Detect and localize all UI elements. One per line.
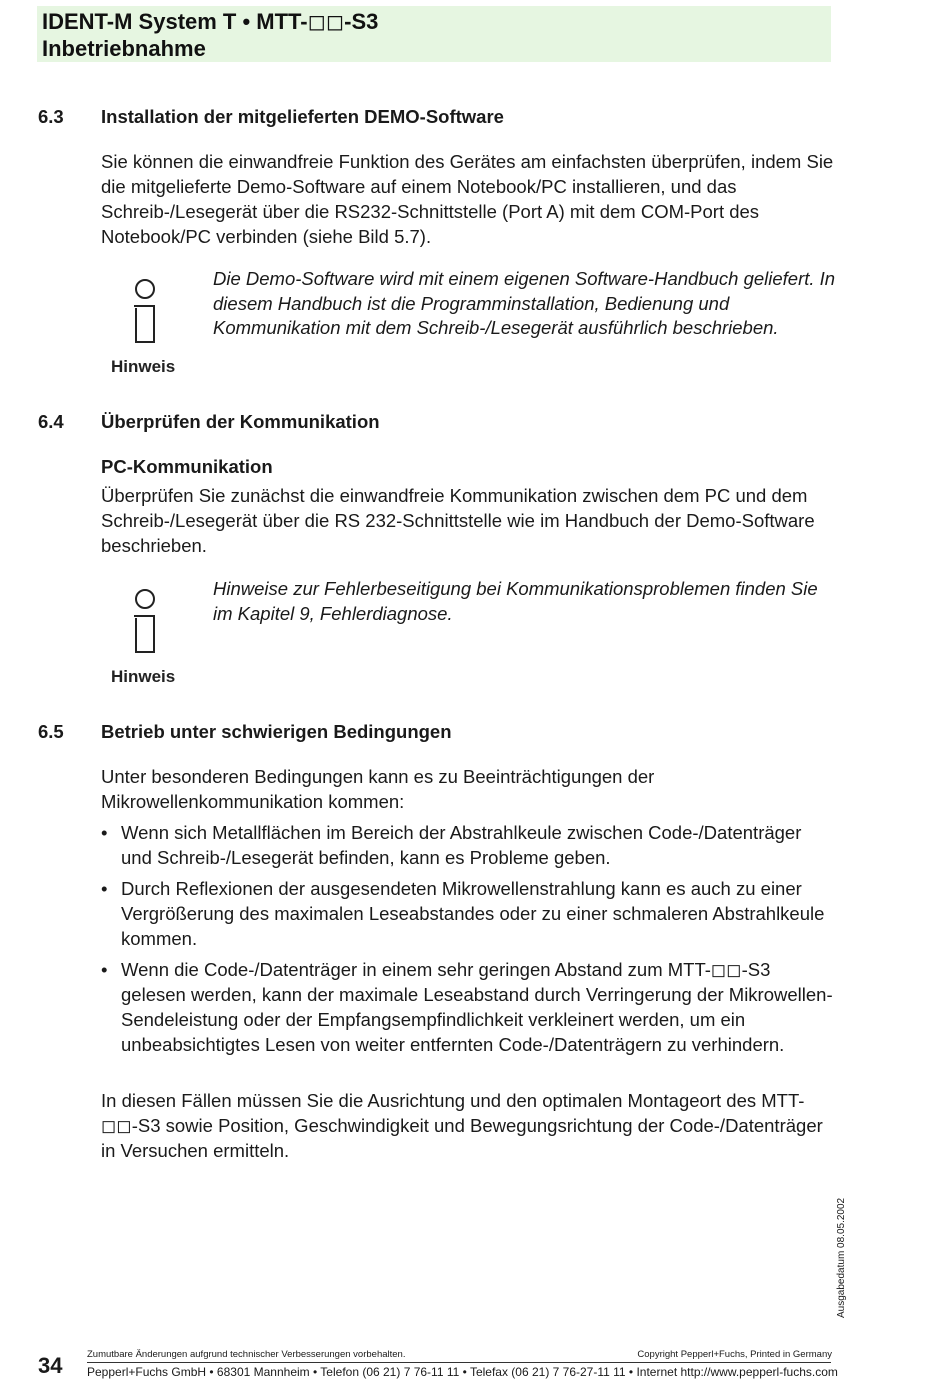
section-6-3-title: Installation der mitgelieferten DEMO-Software — [101, 106, 504, 127]
footer-disclaimer: Zumutbare Änderungen aufgrund technischer Verbesserungen vorbehalten. — [87, 1349, 406, 1360]
list-item — [101, 876, 836, 951]
section-6-4-number: 6.4 — [38, 411, 64, 432]
section-6-4-note: Hinweise zur Fehlerbeseitigung bei Kommunikationsproblemen finden Sie im Kapitel 9, Fehlerdiagnose. — [213, 578, 818, 624]
list-item-text: Wenn sich Metallflächen im Bereich der Abstrahlkeule zwischen Code-/Datenträger und Schreib-/Lesegerät befinden, kann es Probleme geben. — [121, 822, 802, 868]
info-icon — [128, 278, 162, 344]
section-6-4-subtitle: PC-Kommunikation — [101, 456, 273, 477]
list-item — [101, 820, 836, 870]
header-title: IDENT-M System T • MTT-◻◻-S3 — [42, 9, 379, 34]
footer-divider — [87, 1362, 831, 1363]
section-6-3-number: 6.3 — [38, 106, 64, 127]
section-6-4-paragraph: Überprüfen Sie zunächst die einwandfreie Kommunikation zwischen dem PC und dem Schreib-/Lesegerät über die RS 232-Schnittstelle wie im Handbuch der Demo-Software beschrieben. — [101, 485, 815, 556]
bullet-marker: • — [101, 822, 108, 843]
issue-date: Ausgabedatum 08.05.2002 — [836, 1197, 847, 1318]
footer-copyright: Copyright Pepperl+Fuchs, Printed in Germany — [637, 1349, 832, 1360]
hinweis-label: Hinweis — [111, 667, 176, 686]
header-subtitle: Inbetriebnahme — [42, 36, 206, 61]
section-6-5-number: 6.5 — [38, 721, 64, 742]
bullet-marker: • — [101, 878, 108, 899]
list-item-text: Durch Reflexionen der ausgesendeten Mikrowellenstrahlung kann es auch zu einer Vergrößerung des maximalen Leseabstandes oder zu einer schmaleren Abstrahlkeule kommen. — [121, 878, 825, 949]
bullet-list — [101, 820, 836, 1063]
section-6-3-paragraph: Sie können die einwandfreie Funktion des Gerätes am einfachsten überprüfen, indem Sie die mitgelieferte Demo-Software auf einem Notebook/PC installieren, und das Schreib-/Lesegerät über die RS232-Schnittstelle (Port A) mit dem COM-Port des Notebook/PC verbinden (siehe Bild 5.7). — [101, 151, 834, 247]
section-6-5-closing: In diesen Fällen müssen Sie die Ausrichtung und den optimalen Montageort des MTT-◻◻-S3 sowie Position, Geschwindigkeit und Bewegungsrichtung der Code-/Datenträger in Versuchen ermitteln. — [101, 1090, 823, 1161]
page-number: 34 — [38, 1353, 63, 1378]
section-6-5-intro: Unter besonderen Bedingungen kann es zu Beeinträchtigungen der Mikrowellenkommunikation kommen: — [101, 766, 655, 812]
section-6-5-title: Betrieb unter schwierigen Bedingungen — [101, 721, 452, 742]
section-6-4-title: Überprüfen der Kommunikation — [101, 411, 380, 432]
page-header — [37, 6, 831, 62]
hinweis-label: Hinweis — [111, 357, 176, 376]
bullet-marker: • — [101, 959, 108, 980]
list-item — [101, 957, 836, 1057]
footer-address: Pepperl+Fuchs GmbH • 68301 Mannheim • Telefon (06 21) 7 76-11 11 • Telefax (06 21) 7 76-27-11 11 • Internet http://www.pepperl-fuchs.com — [87, 1365, 838, 1379]
section-6-3-note: Die Demo-Software wird mit einem eigenen Software-Handbuch geliefert. In diesem Handbuch ist die Programminstallation, Bedienung und Kommunikation mit dem Schreib-/Lesegerät ausführlich beschrieben. — [213, 268, 836, 338]
list-item-text: Wenn die Code-/Datenträger in einem sehr geringen Abstand zum MTT-◻◻-S3 gelesen werden, kann der maximale Leseabstand durch Verringerung der Mikrowellen-Sendeleistung oder der Empfangsempfindlichkeit verkleinert werden, um ein unbeabsichtigtes Lesen von weiter entfernten Code-/Datenträgern zu verhindern. — [121, 959, 833, 1055]
info-icon — [128, 588, 162, 654]
